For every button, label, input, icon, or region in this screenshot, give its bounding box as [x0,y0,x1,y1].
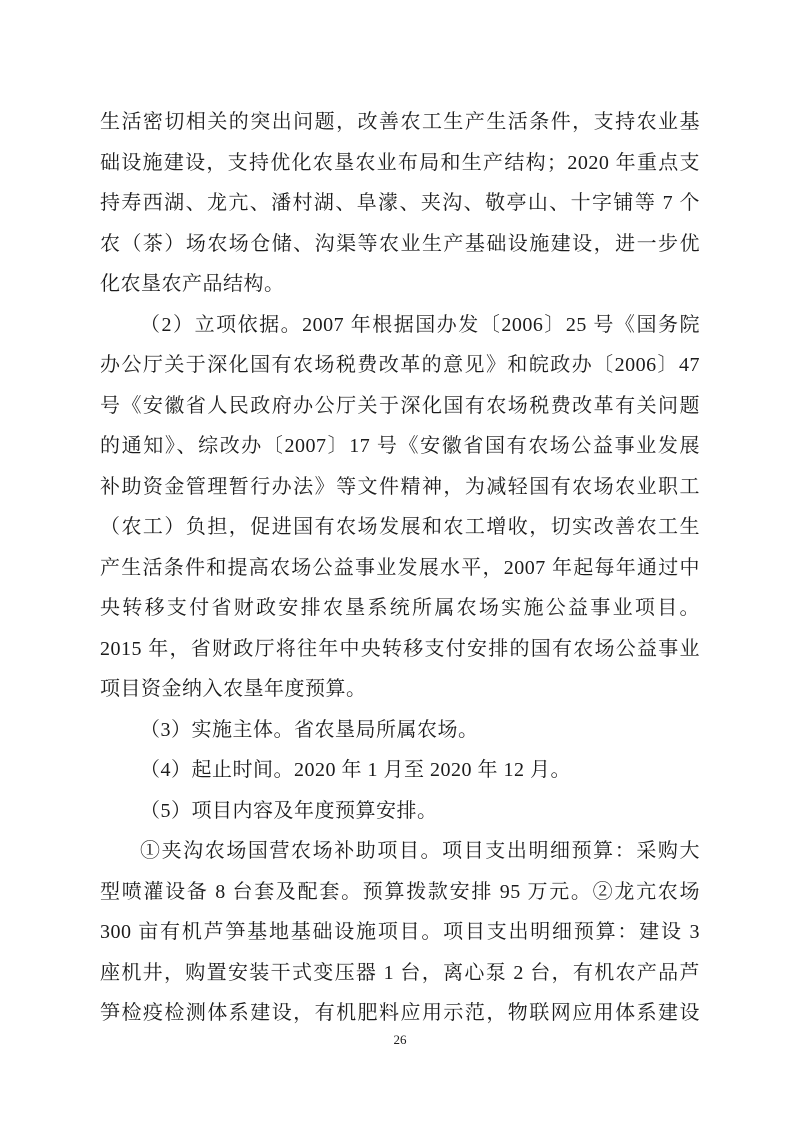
text-line: 2015 年，省财政厅将往年中央转移支付安排的国有农场公益事业 [100,637,700,660]
text-line: 项目资金纳入农垦年度预算。 [100,678,367,700]
text-line: 笋检疫检测体系建设，有机肥料应用示范，物联网应用体系建设 [100,1002,700,1024]
text-line: （4）起止时间。2020 年 1 月至 2020 年 12 月。 [140,759,571,781]
text-line: 础设施建设，支持优化农垦农业布局和生产结构；2020 年重点支 [100,151,700,174]
text-line: 生活密切相关的突出问题，改善农工生产生活条件，支持农业基 [100,111,700,133]
text-line: （5）项目内容及年度预算安排。 [140,799,438,822]
text-line: 座机井，购置安装干式变压器 1 台，离心泵 2 台，有机农产品芦 [100,961,700,984]
text-line: （2）立项依据。2007 年根据国办发〔2006〕25 号《国务院 [140,313,700,336]
text-line: 300 亩有机芦笋基地基础设施项目。项目支出明细预算：建设 3 [100,921,700,943]
text-line: ①夹沟农场国营农场补助项目。项目支出明细预算：采购大 [140,840,700,862]
body-text [100,102,700,1034]
page-number: 26 [393,1032,407,1047]
text-line: 央转移支付省财政安排农垦系统所属农场实施公益事业项目。 [100,597,700,619]
text-line: 的通知》、综改办〔2007〕17 号《安徽省国有农场公益事业发展 [100,435,700,457]
text-line: 号《安徽省人民政府办公厅关于深化国有农场税费改革有关问题 [100,394,700,417]
text-line: 产生活条件和提高农场公益事业发展水平，2007 年起每年通过中 [100,556,700,579]
text-line: 型喷灌设备 8 台套及配套。预算拨款安排 95 万元。②龙亢农场 [100,880,700,903]
text-line: 农（茶）场农场仓储、沟渠等农业生产基础设施建设，进一步优 [100,232,700,255]
text-line: 持寿西湖、龙亢、潘村湖、阜濛、夹沟、敬亭山、十字铺等 7 个 [100,192,700,214]
text-line: 化农垦农产品结构。 [100,273,285,295]
text-line: （农工）负担，促进国有农场发展和农工增收，切实改善农工生 [100,516,700,538]
text-line: 办公厅关于深化国有农场税费改革的意见》和皖政办〔2006〕47 [100,354,700,376]
text-line: （3）实施主体。省农垦局所属农场。 [140,718,479,741]
text-line: 补助资金管理暂行办法》等文件精神，为减轻国有农场农业职工 [100,475,700,498]
